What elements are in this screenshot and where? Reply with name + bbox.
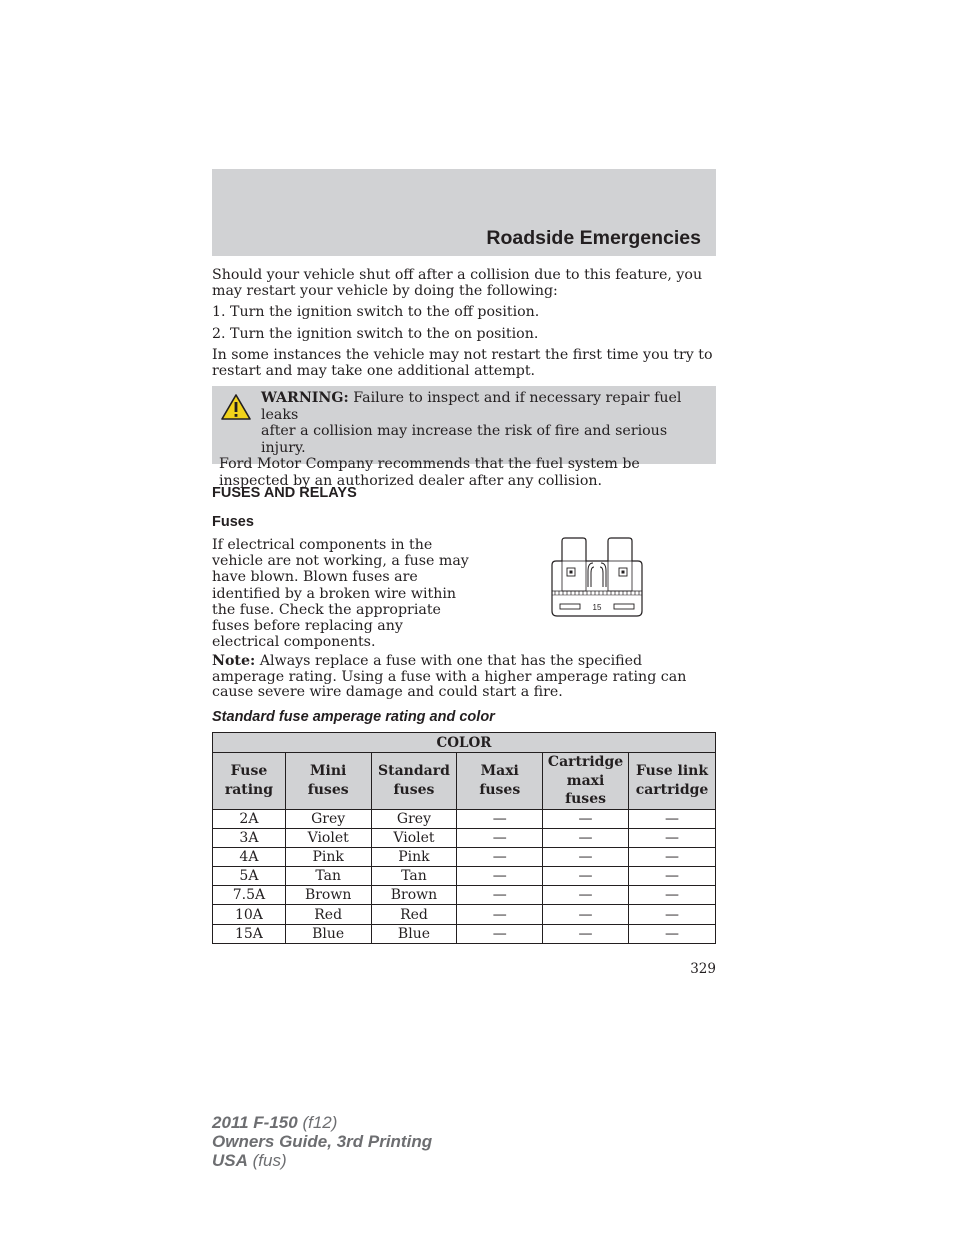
column-header: Standard fuses bbox=[371, 753, 457, 810]
fuse-color-table bbox=[212, 732, 716, 944]
table-row bbox=[213, 828, 716, 847]
column-header: Fuse rating bbox=[213, 753, 286, 810]
table-cell: Grey bbox=[371, 809, 457, 828]
table-cell: — bbox=[629, 867, 716, 886]
column-header: Fuse link cartridge bbox=[629, 753, 716, 810]
footer bbox=[212, 1113, 432, 1170]
column-header: Maxi fuses bbox=[457, 753, 543, 810]
intro-paragraph-1: Should your vehicle shut off after a collision due to this feature, you may restart your vehicle by doing the following: bbox=[212, 267, 703, 299]
table-cell: 10A bbox=[213, 905, 286, 924]
table-cell: — bbox=[457, 886, 543, 905]
table-cell: — bbox=[629, 886, 716, 905]
warning-box bbox=[212, 386, 716, 489]
table-cell: — bbox=[629, 905, 716, 924]
column-header: Mini fuses bbox=[285, 753, 371, 810]
table-cell: — bbox=[457, 924, 543, 943]
table-cell: Violet bbox=[285, 828, 371, 847]
table-cell: 2A bbox=[213, 809, 286, 828]
table-cell: Red bbox=[285, 905, 371, 924]
table-cell: — bbox=[629, 828, 716, 847]
fuse-figure-label: 15 bbox=[592, 603, 602, 612]
table-cell: — bbox=[629, 924, 716, 943]
table-row bbox=[213, 847, 716, 866]
intro-paragraph-2: In some instances the vehicle may not restart the first time you try to restart and may take one additional attempt. bbox=[212, 347, 713, 379]
table-cell: Brown bbox=[371, 886, 457, 905]
step-1: 1. Turn the ignition switch to the off position. bbox=[212, 304, 540, 320]
footer-market: USA bbox=[212, 1151, 248, 1170]
table-cell: — bbox=[543, 924, 629, 943]
warning-line-3: Ford Motor Company recommends that the fuel system be inspected by an authorized dealer after any collision. bbox=[219, 456, 640, 489]
table-cell: 3A bbox=[213, 828, 286, 847]
warning-text bbox=[219, 390, 705, 489]
table-cell: Blue bbox=[371, 924, 457, 943]
table-cell: 15A bbox=[213, 924, 286, 943]
footer-model-code: (f12) bbox=[302, 1113, 338, 1132]
table-cell: — bbox=[543, 809, 629, 828]
table-caption: Standard fuse amperage rating and color bbox=[212, 709, 495, 725]
table-cell: Tan bbox=[371, 867, 457, 886]
warning-line-2: after a collision may increase the risk of fire and serious injury. bbox=[261, 423, 668, 456]
table-cell: — bbox=[457, 809, 543, 828]
table-cell: Red bbox=[371, 905, 457, 924]
note-paragraph bbox=[212, 654, 716, 701]
footer-model: 2011 F-150 bbox=[212, 1113, 298, 1132]
table-cell: — bbox=[457, 847, 543, 866]
fuse-illustration bbox=[549, 537, 645, 619]
table-cell: — bbox=[457, 905, 543, 924]
table-row bbox=[213, 905, 716, 924]
section-heading: FUSES AND RELAYS bbox=[212, 485, 357, 501]
table-cell: Tan bbox=[285, 867, 371, 886]
table-cell: — bbox=[457, 867, 543, 886]
table-cell: Pink bbox=[371, 847, 457, 866]
table-cell: — bbox=[543, 847, 629, 866]
header-band bbox=[212, 169, 716, 256]
color-group-header: COLOR bbox=[213, 733, 716, 753]
table-cell: — bbox=[629, 809, 716, 828]
warning-line-1: Failure to inspect and if necessary repair fuel leaks bbox=[261, 390, 682, 423]
footer-market-code: (fus) bbox=[252, 1151, 287, 1170]
sub-heading: Fuses bbox=[212, 514, 254, 530]
table-cell: Brown bbox=[285, 886, 371, 905]
table-cell: — bbox=[629, 847, 716, 866]
table-cell: Violet bbox=[371, 828, 457, 847]
table-cell: — bbox=[543, 828, 629, 847]
table-cell: — bbox=[543, 905, 629, 924]
table-row bbox=[213, 809, 716, 828]
table-cell: — bbox=[543, 886, 629, 905]
page-number: 329 bbox=[690, 961, 716, 977]
warning-label: WARNING: bbox=[261, 390, 349, 406]
table-cell: Pink bbox=[285, 847, 371, 866]
table-row bbox=[213, 924, 716, 943]
table-cell: 7.5A bbox=[213, 886, 286, 905]
column-header: Cartridge maxi fuses bbox=[543, 753, 629, 810]
footer-guide: Owners Guide, 3rd Printing bbox=[212, 1132, 433, 1151]
page-title: Roadside Emergencies bbox=[486, 227, 701, 249]
table-row bbox=[213, 867, 716, 886]
table-cell: Grey bbox=[285, 809, 371, 828]
step-2: 2. Turn the ignition switch to the on position. bbox=[212, 326, 539, 342]
note-label: Note: bbox=[212, 653, 256, 669]
table-cell: — bbox=[457, 828, 543, 847]
table-cell: 5A bbox=[213, 867, 286, 886]
table-row bbox=[213, 886, 716, 905]
table-cell: — bbox=[543, 867, 629, 886]
table-cell: 4A bbox=[213, 847, 286, 866]
fuses-paragraph: If electrical components in the vehicle are not working, a fuse may have blown. Blown fuses are identified by a broken wire within the fuse. Check the appropriate fuses before replacing any electrical components. bbox=[212, 537, 469, 651]
note-text: Always replace a fuse with one that has the specified amperage rating. Using a fuse with a higher amperage rating can cause severe wire damage and could start a fire. bbox=[212, 653, 687, 700]
table-cell: Blue bbox=[285, 924, 371, 943]
